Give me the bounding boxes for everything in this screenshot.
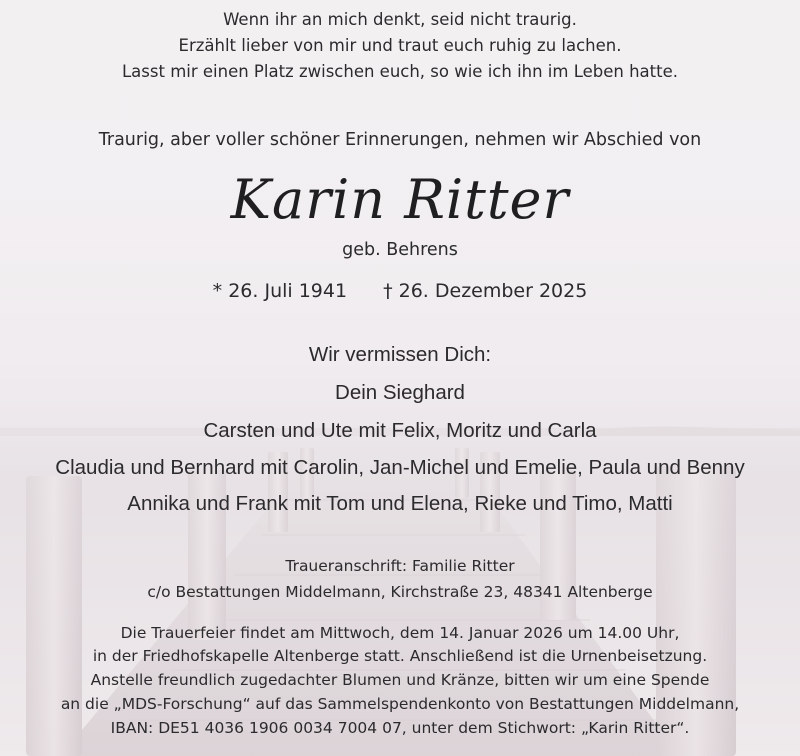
- intro-text: Traurig, aber voller schöner Erinnerungen, nehmen wir Abschied von: [98, 130, 702, 150]
- details-line: Anstelle freundlich zugedachter Blumen und Kränze, bitten wir um eine Spende: [90, 671, 710, 689]
- details-line: IBAN: DE51 4036 1906 0034 7004 07, unter dem Stichwort: „Karin Ritter“.: [110, 719, 690, 737]
- miss-heading: Wir vermissen Dich:: [308, 343, 492, 366]
- poem-line: Erzählt lieber von mir und traut euch ruhig zu lachen.: [178, 36, 622, 55]
- family-line: Claudia und Bernhard mit Carolin, Jan-Michel und Emelie, Paula und Benny: [55, 456, 745, 479]
- birth-name: geb. Behrens: [342, 240, 458, 260]
- details-line: Die Trauerfeier findet am Mittwoch, dem 14. Januar 2026 um 14.00 Uhr,: [120, 624, 680, 642]
- life-dates: [0, 280, 800, 302]
- family-line: Dein Sieghard: [335, 381, 465, 404]
- family-line: Carsten und Ute mit Felix, Moritz und Carla: [203, 419, 597, 442]
- details-line: an die „MDS-Forschung“ auf das Sammelspendenkonto von Bestattungen Middelmann,: [60, 695, 740, 713]
- address-line: Traueranschrift: Familie Ritter: [285, 557, 515, 575]
- deceased-name: Karin Ritter: [230, 168, 570, 231]
- poem-line: Wenn ihr an mich denkt, seid nicht traurig.: [223, 10, 577, 29]
- details-line: in der Friedhofskapelle Altenberge statt. Anschließend ist die Urnenbeisetzung.: [92, 647, 708, 665]
- poem-line: Lasst mir einen Platz zwischen euch, so wie ich ihn im Leben hatte.: [121, 62, 678, 81]
- family-line: Annika und Frank mit Tom und Elena, Rieke und Timo, Matti: [127, 492, 673, 515]
- address-line: c/o Bestattungen Middelmann, Kirchstraße 23, 48341 Altenberge: [147, 583, 653, 601]
- birth-date: * 26. Juli 1941: [212, 280, 348, 302]
- death-date: † 26. Dezember 2025: [383, 280, 588, 302]
